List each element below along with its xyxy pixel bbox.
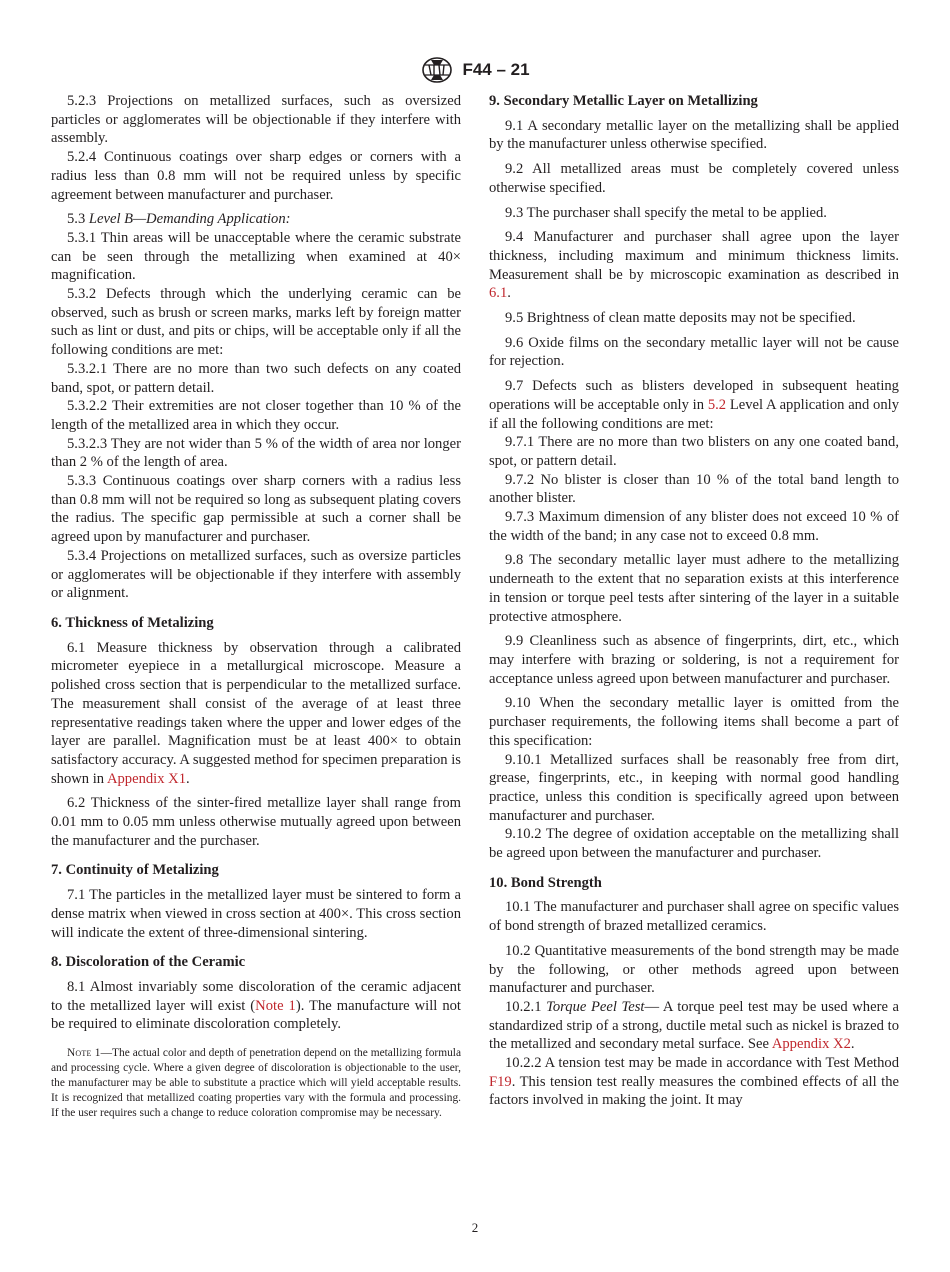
paragraph-5-3-2-3: 5.3.2.3 They are not wider than 5 % of the width of area nor longer than 2 % of the length of area. (51, 435, 461, 471)
paragraph-8-1: 8.1 Almost invariably some discoloration of the ceramic adjacent to the metallized layer will exist (Note 1). The manufacture will not be required to eliminate discoloration completely. (51, 978, 461, 1033)
paragraph-5-3-2-2: 5.3.2.2 Their extremities are not closer together than 10 % of the length of the metallized area in which they occur. (51, 398, 461, 433)
paragraph-5-3-2-1: 5.3.2.1 There are no more than two such defects on any coated band, spot, or pattern detail. (51, 360, 461, 396)
section-5-2-link[interactable]: 5.2 (707, 396, 727, 413)
paragraph-9-10-1: 9.10.1 Metallized surfaces shall be reasonably free from dirt, grease, fingerprints, etc., in keeping with normal good handling practice, unless this condition is specifically agreed upon between manufacturer and purchaser. (489, 751, 899, 824)
paragraph-10-2: 10.2 Quantitative measurements of the bond strength may be made by the following, or other methods agreed upon between manufacturer and purchaser. (489, 942, 899, 997)
note-1: Note 1—The actual color and depth of penetration depend on the metallizing formula and processing cycle. Where a given degree of discoloration is objectionable to the user, the manufacturer may be able to substitute a practice which will yield acceptable results. It is recognized that metallized coating properties vary with the formula and processing. If the user requires such a change to reduce coloration compromise may be necessary. (51, 1047, 461, 1120)
section-9-heading: 9. Secondary Metallic Layer on Metallizing (489, 93, 758, 109)
test-method-f19-link[interactable]: F19 (489, 1073, 512, 1090)
right-column (489, 92, 899, 1110)
paragraph-9-9: 9.9 Cleanliness such as absence of fingerprints, dirt, etc., which may interfere with brazing or soldering, is not a requirement for acceptance unless agreed upon between manufacturer and purchaser. (489, 633, 899, 687)
section-6-1-link[interactable]: 6.1 (489, 285, 508, 302)
paragraph-10-1: 10.1 The manufacturer and purchaser shall agree on specific values of bond strength of brazed metallized ceramics. (489, 899, 899, 935)
note-1-link[interactable]: Note 1 (255, 997, 296, 1014)
paragraph-5-3: 5.3 Level B—Demanding Application: (67, 211, 291, 228)
paragraph-9-2: 9.2 All metallized areas must be completely covered unless otherwise specified. (489, 161, 899, 196)
paragraph-9-4: 9.4 Manufacturer and purchaser shall agree upon the layer thickness, including maximum and minimum thickness limits. Measurement shall be by microscopic examination as described in 6.1. (489, 229, 899, 302)
section-6-heading: 6. Thickness of Metalizing (51, 614, 214, 631)
paragraph-5-3-4: 5.3.4 Projections on metallized surfaces, such as oversize particles or agglomerates will be objectionable if they interfere with assembly or alignment. (51, 547, 461, 602)
page-header (0, 56, 950, 84)
astm-logo-icon (420, 56, 454, 84)
paragraph-9-7-3: 9.7.3 Maximum dimension of any blister does not exceed 10 % of the width of the band; in any case not to exceed 0.8 mm. (489, 509, 900, 544)
paragraph-9-3: 9.3 The purchaser shall specify the metal to be applied. (505, 204, 827, 221)
paragraph-10-2-2: 10.2.2 A tension test may be made in accordance with Test Method F19. This tension test really measures the combined effects of all the factors involved in making the joint. It may (489, 1055, 900, 1109)
paragraph-5-3-1: 5.3.1 Thin areas will be unacceptable where the ceramic substrate can be seen through the metallizing when examined at 40× magnification. (51, 229, 461, 284)
page-number: 2 (471, 1220, 479, 1235)
section-10-heading: 10. Bond Strength (489, 874, 602, 891)
paragraph-9-7-1: 9.7.1 There are no more than two blisters on any one coated band, spot, or pattern detail. (489, 434, 899, 469)
paragraph-9-5: 9.5 Brightness of clean matte deposits may not be specified. (505, 310, 856, 327)
standard-designation: F44 – 21 (462, 60, 530, 79)
paragraph-10-2-1: 10.2.1 Torque Peel Test— A torque peel test may be used where a standardized strip of a strong, ductile metal such as nickel is brazed to the metallized and secondary metal surface. See Appendix X2. (489, 998, 899, 1053)
appendix-x2-link[interactable]: Appendix X2 (771, 1036, 851, 1053)
paragraph-9-7: 9.7 Defects such as blisters developed in subsequent heating operations will be acceptable only in 5.2 Level A application and only if all the following conditions are met: (489, 378, 899, 432)
section-7-heading: 7. Continuity of Metalizing (51, 862, 219, 879)
paragraph-9-6: 9.6 Oxide films on the secondary metallic layer will not be cause for rejection. (489, 334, 899, 370)
paragraph-9-1: 9.1 A secondary metallic layer on the metallizing shall be applied by the manufacturer unless otherwise specified. (489, 117, 899, 153)
paragraph-9-10-2: 9.10.2 The degree of oxidation acceptable on the metallizing shall be agreed upon between the manufacturer and purchaser. (489, 826, 899, 862)
paragraph-9-10: 9.10 When the secondary metallic layer is omitted from the purchaser requirements, the following items shall become a part of this specification: (489, 695, 899, 749)
paragraph-5-3-3: 5.3.3 Continuous coatings over sharp corners with a radius less than 0.8 mm will not be required so long as subsequent plating covers the radius. The specific gap permissible at such a corner shall be agreed upon by manufacturer and purchaser. (51, 473, 462, 546)
paragraph-6-2: 6.2 Thickness of the sinter-fired metallize layer shall range from 0.01 mm to 0.05 mm unless otherwise mutually agreed upon between the manufacturer and the purchaser. (51, 795, 462, 849)
paragraph-7-1: 7.1 The particles in the metallized layer must be sintered to form a dense matrix when viewed in cross section at 400×. This cross section will indicate the extent of three-dimensional sintering. (51, 887, 461, 941)
paragraph-5-3-2: 5.3.2 Defects through which the underlying ceramic can be observed, such as brush or screen marks, marks left by foreign matter such as lint or dust, and pits or chips, will be acceptable only if all the following conditions are met: (51, 286, 461, 359)
appendix-x1-link[interactable]: Appendix X1 (106, 770, 186, 787)
paragraph-5-2-3: 5.2.3 Projections on metallized surfaces, such as oversized particles or agglomerates will be objectionable if they interfere with assembly. (51, 93, 461, 147)
paragraph-6-1: 6.1 Measure thickness by observation through a calibrated micrometer eyepiece in a metallurgical microscope. Measure a polished cross section that is perpendicular to the metallized surface. The measurement shall consist of the average of at least three representative readings taken where the upper and lower edges of the layer are parallel. Magnification must be at least 400× to obtain satisfactory accuracy. A suggested method for specimen preparation is shown in Appendix X1. (51, 639, 461, 787)
paragraph-9-8: 9.8 The secondary metallic layer must adhere to the metallizing underneath to the extent that no separation exists at this interference in tension or torque peel tests after sintering of the layer in a suitable protective atmosphere. (489, 552, 899, 625)
paragraph-9-7-2: 9.7.2 No blister is closer than 10 % of the total band length to another blister. (489, 471, 900, 507)
left-column (51, 92, 461, 1122)
paragraph-5-2-4: 5.2.4 Continuous coatings over sharp edges or corners with a radius less than 0.8 mm will not be required unless by specific agreement between manufacturer and purchaser. (51, 149, 461, 203)
section-8-heading: 8. Discoloration of the Ceramic (51, 954, 246, 971)
